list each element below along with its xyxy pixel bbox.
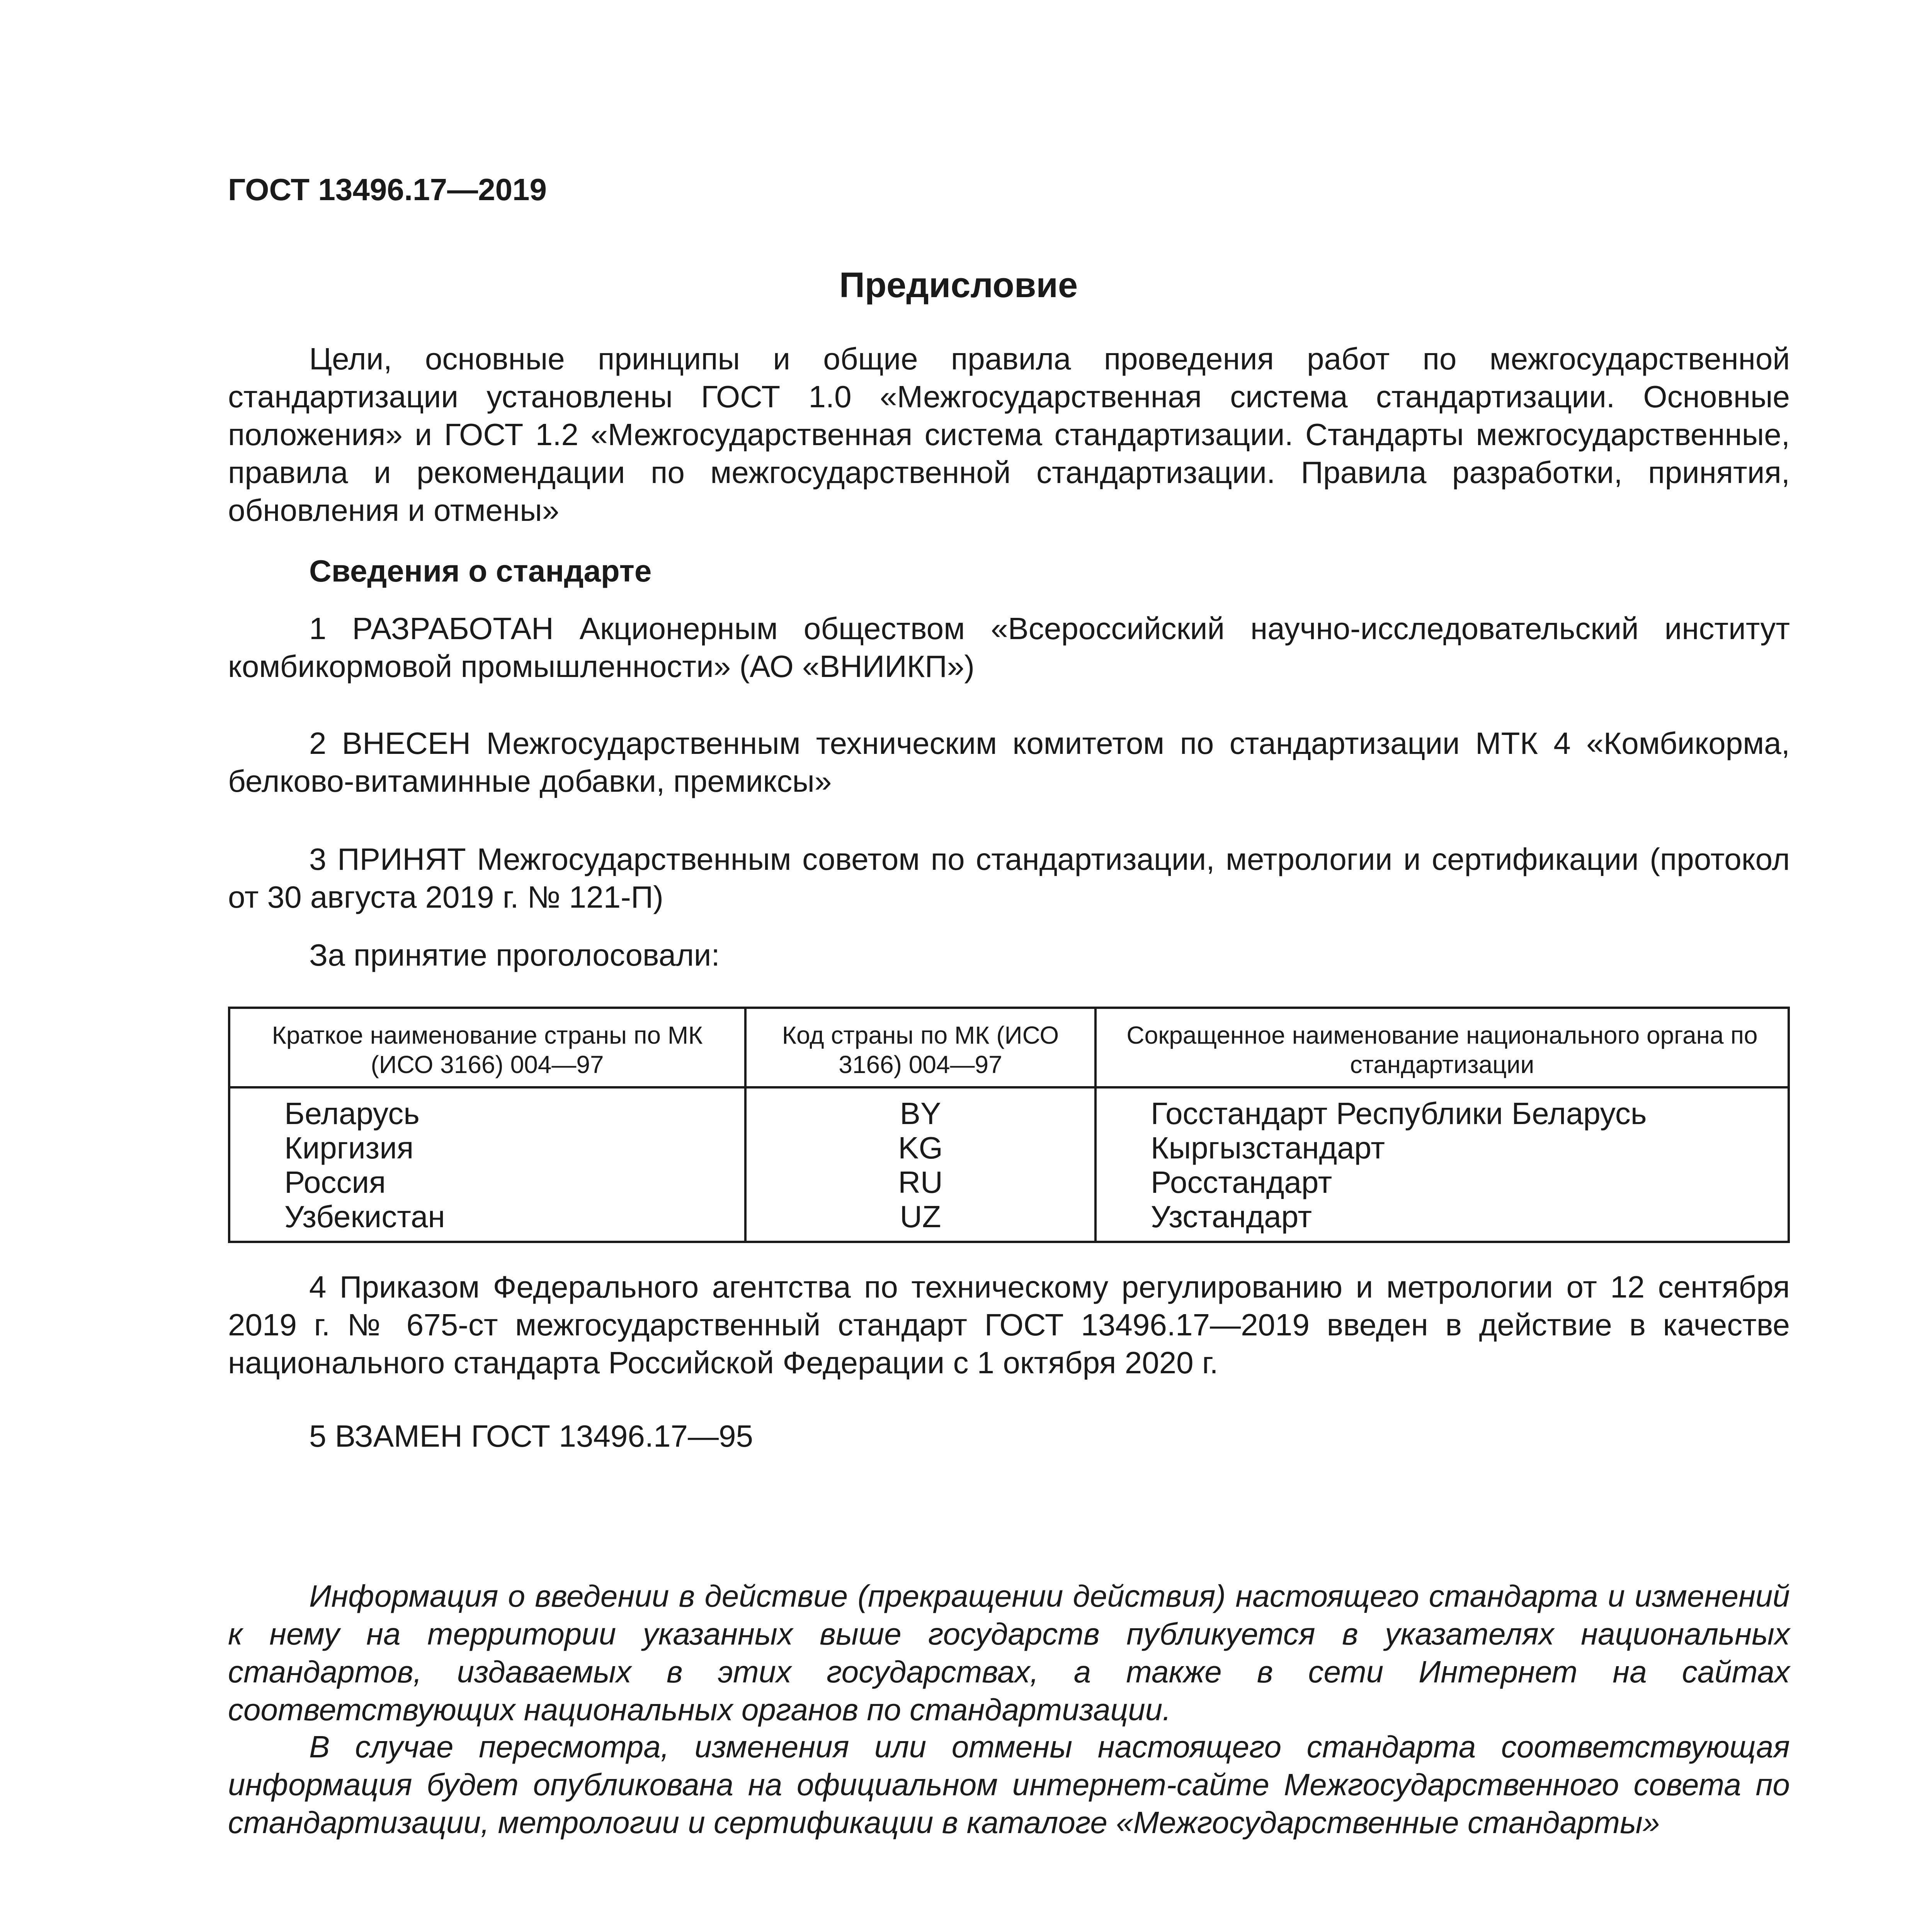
info-note-introduction: Информация о введении в действие (прекращении действия) настоящего стандарта и изменений к нему на территории указанных выше государств публикуется в указателях национальных стандартов, издаваемых в этих государствах, а также в сети Интернет на сайтах соответствующих национальных органов по стандартизации. — [228, 1579, 1790, 1727]
standard-info-heading: Сведения о стандарте — [309, 554, 652, 588]
page-title: Предисловие — [839, 265, 1078, 305]
column-header-code: Код страны по МК (ИСО 3166) 004—97 — [745, 1008, 1095, 1087]
table-row — [229, 1131, 1789, 1165]
cell-code: BY — [745, 1087, 1095, 1131]
cell-country: Беларусь — [229, 1087, 745, 1131]
info-note-revision: В случае пересмотра, изменения или отмены настоящего стандарта соответствующая информация будет опубликована на официальном интернет-сайте Межгосударственного совета по стандартизации, метрологии и сертификации в каталоге «Межгосударственные стандарты» — [228, 1730, 1790, 1840]
item-submitted: 2 ВНЕСЕН Межгосударственным техническим комитетом по стандартизации МТК 4 «Комбикорма, белково-витаминные добавки, премиксы» — [228, 726, 1790, 798]
cell-body: Росстандарт — [1095, 1165, 1789, 1199]
table-header-row — [229, 1008, 1789, 1087]
item-replaced: 5 ВЗАМЕН ГОСТ 13496.17—95 — [309, 1419, 754, 1453]
column-header-body: Сокращенное наименование национального органа по стандартизации — [1095, 1008, 1789, 1087]
cell-body: Узстандарт — [1095, 1199, 1789, 1242]
intro-paragraph: Цели, основные принципы и общие правила проведения работ по межгосударственной стандартизации установлены ГОСТ 1.0 «Межгосударственная система стандартизации. Основные положения» и ГОСТ 1.2 «Межгосударственная система стандартизации. Стандарты межгосударственные, правила и рекомендации по межгосударственной стандартизации. Правила разработки, принятия, обновления и отмены» — [228, 342, 1790, 527]
item-adopted: 3 ПРИНЯТ Межгосударственным советом по стандартизации, метрологии и сертификации (протокол от 30 августа 2019 г. № 121-П) — [228, 842, 1790, 914]
gost-code-header: ГОСТ 13496.17—2019 — [228, 172, 547, 207]
cell-code: RU — [745, 1165, 1095, 1199]
table-row — [229, 1087, 1789, 1131]
cell-code: KG — [745, 1131, 1095, 1165]
cell-body: Кыргызстандарт — [1095, 1131, 1789, 1165]
voted-label: За принятие проголосовали: — [309, 938, 720, 972]
voting-table — [228, 1007, 1790, 1243]
cell-body: Госстандарт Республики Беларусь — [1095, 1087, 1789, 1131]
cell-code: UZ — [745, 1199, 1095, 1242]
item-developed: 1 РАЗРАБОТАН Акционерным обществом «Всероссийский научно-исследовательский институт комбикормовой промышленности» (АО «ВНИИКП») — [228, 611, 1790, 684]
cell-country: Узбекистан — [229, 1199, 745, 1242]
item-order: 4 Приказом Федерального агентства по техническому регулированию и метрологии от 12 сентября 2019 г. № 675-ст межгосударственный стандарт ГОСТ 13496.17—2019 введен в действие в качестве национального стандарта Российской Федерации с 1 октября 2020 г. — [228, 1270, 1790, 1380]
cell-country: Россия — [229, 1165, 745, 1199]
cell-country: Киргизия — [229, 1131, 745, 1165]
table-row — [229, 1199, 1789, 1242]
table-row — [229, 1165, 1789, 1199]
column-header-country: Краткое наименование страны по МК (ИСО 3166) 004—97 — [229, 1008, 745, 1087]
